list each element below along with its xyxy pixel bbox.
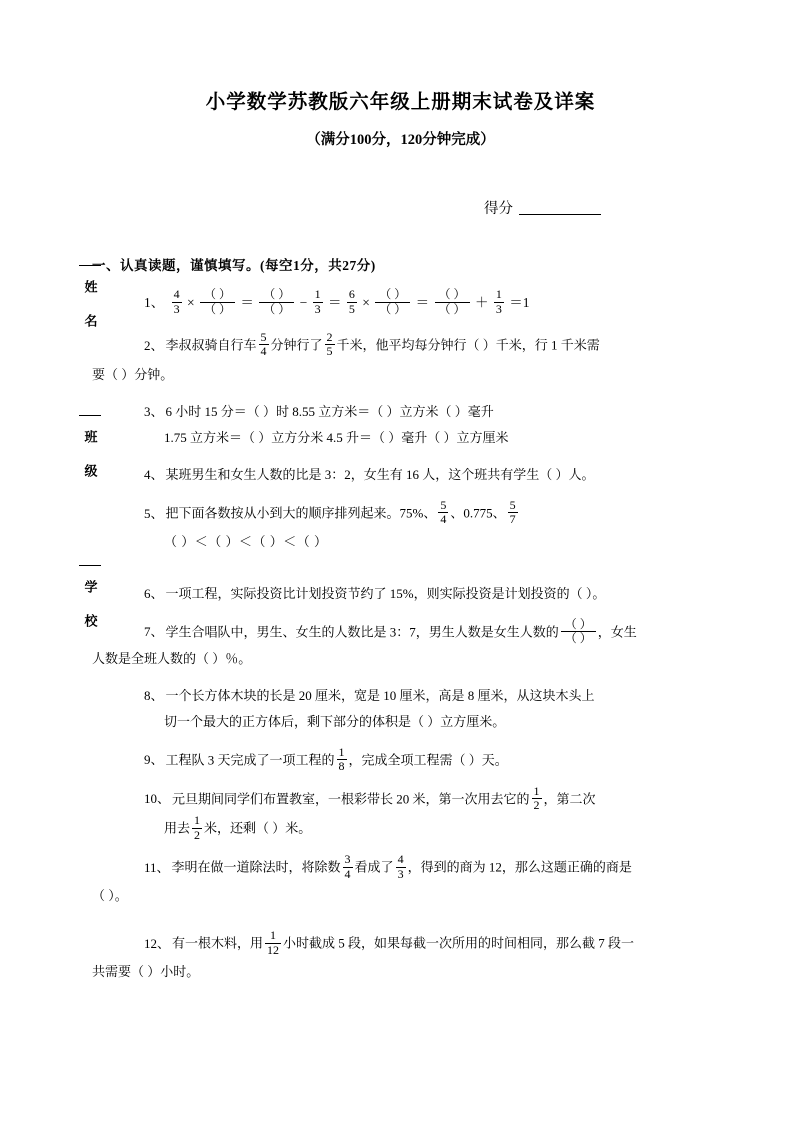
q12-frac: $\frac{1}{12}$ xyxy=(267,928,280,957)
side-line-2 xyxy=(79,415,101,416)
q10-frac-2: $\frac{1}{2}$ xyxy=(194,813,201,842)
question-9 xyxy=(118,746,683,774)
question-5 xyxy=(118,499,683,527)
q11-text-a: 李明在做一道除法时，将除数 xyxy=(171,859,341,875)
q7-text-b: ，女生 xyxy=(597,624,637,640)
q2-text-c: 千米，他平均每分钟行（ ）千米，行 1 千米需 xyxy=(336,337,600,353)
q1-frac-b: （ ） （ ） xyxy=(200,288,235,316)
question-12-line2: 共需要（ ）小时。 xyxy=(92,964,200,979)
question-3-number: 3、 xyxy=(144,403,164,419)
q1-frac-g: （ ） （ ） xyxy=(435,288,470,316)
q2-text-b: 分钟行了 xyxy=(270,337,323,353)
question-8-line2: 切一个最大的正方体后，剩下部分的体积是（ ）立方厘米。 xyxy=(164,713,506,729)
question-8-number: 8、 xyxy=(144,687,164,703)
q11-frac-1: $\frac{3}{4}$ xyxy=(344,852,351,881)
q2-frac-2: $\frac{2}{5}$ xyxy=(326,330,333,359)
side-label-school xyxy=(78,565,102,638)
q1-frac-f: （ ） （ ） xyxy=(375,288,410,316)
side-label-name xyxy=(78,265,102,338)
side-label-class-text: 班 级 xyxy=(82,430,98,480)
q10-text-b: ，第二次 xyxy=(543,791,596,807)
q7-text-a: 学生合唱队中，男生、女生的人数比是 3：7，男生人数是女生人数的 xyxy=(165,624,559,640)
q1-frac-e: $\frac{6}{5}$ xyxy=(348,287,355,316)
q3-line-1: 6 小时 15 分＝（ ）时 8.55 立方米＝（ ）立方米（ ）毫升 xyxy=(165,403,494,419)
side-label-column xyxy=(78,265,102,705)
q5-frac-1: $\frac{5}{4}$ xyxy=(440,497,447,527)
q7-frac: （ ） （ ） xyxy=(561,618,596,646)
q1-frac-d: $\frac{1}{3}$ xyxy=(314,287,321,316)
side-line-3 xyxy=(79,565,101,566)
q9-frac: $\frac{1}{8}$ xyxy=(338,744,345,774)
question-10 xyxy=(118,785,683,813)
q11-text-b: 看成了 xyxy=(354,859,394,875)
question-9-number: 9、 xyxy=(144,752,164,768)
question-4 xyxy=(118,462,683,488)
question-7 xyxy=(118,618,683,646)
side-label-class xyxy=(78,415,102,488)
question-10-line2 xyxy=(118,814,683,842)
q1-frac-a: $\frac{4}{3}$ xyxy=(173,287,180,316)
page-title: 小学数学苏教版六年级上册期末试卷及详案 xyxy=(205,92,596,113)
q12-text-a: 有一根木料，用 xyxy=(172,935,264,951)
question-1-number: 1、 xyxy=(144,295,165,310)
q1-frac-c: （ ） （ ） xyxy=(259,288,294,316)
question-10-number: 10、 xyxy=(144,791,171,807)
exam-content xyxy=(92,86,683,996)
q8-line-1: 一个长方体木块的长是 20 厘米，宽是 10 厘米，高是 8 厘米，从这块木头上 xyxy=(165,687,595,703)
q6-text: 一项工程，实际投资比计划投资节约了 15%，则实际投资是计划投资的（ ）。 xyxy=(165,585,606,601)
question-6 xyxy=(118,581,683,607)
q1-result: 1 xyxy=(522,295,530,310)
side-label-school-text: 学 校 xyxy=(82,580,98,630)
question-12 xyxy=(118,929,683,957)
question-3 xyxy=(118,399,683,425)
q1-frac-h: $\frac{1}{3}$ xyxy=(495,287,502,316)
question-7-line2: 人数是全班人数的（ ）％。 xyxy=(92,650,252,666)
question-11-number: 11、 xyxy=(144,859,170,875)
question-3-line2: 1.75 立方米＝（ ）立方分米 4.5 升＝（ ）毫升（ ）立方厘米 xyxy=(164,429,509,445)
q11-text-c: ，得到的商为 12，那么这题正确的商是 xyxy=(407,859,632,875)
score-blank xyxy=(519,200,601,215)
question-6-number: 6、 xyxy=(144,585,164,601)
question-5-answer-row: （ ）＜（ ）＜（ ）＜（ ） xyxy=(164,533,328,549)
section-1-heading: 一、认真读题，谨慎填写。(每空1分，共27分) xyxy=(92,258,376,273)
q10-frac-1: $\frac{1}{2}$ xyxy=(533,783,540,812)
page-subtitle: （满分100分，120分钟完成） xyxy=(306,132,495,148)
question-5-number: 5、 xyxy=(144,505,164,521)
question-2-number: 2、 xyxy=(144,337,164,353)
q5-mid: 、0.775、 xyxy=(450,505,506,521)
q5-frac-2: $\frac{5}{7}$ xyxy=(509,497,516,527)
q10-text-d: 米，还剩（ ）米。 xyxy=(204,821,312,837)
question-12-number: 12、 xyxy=(144,935,171,951)
side-label-name-text: 姓 名 xyxy=(82,280,98,330)
q11-frac-2: $\frac{4}{3}$ xyxy=(397,852,404,881)
q4-text: 某班男生和女生人数的比是 3：2，女生有 16 人，这个班共有学生（ ）人。 xyxy=(165,466,595,482)
question-2-line2: 要（ ）分钟。 xyxy=(92,366,174,382)
q10-text-c: 用去 xyxy=(164,821,191,837)
q12-text-b: 小时截成 5 段，如果每截一次所用的时间相同，那么截 7 段一 xyxy=(283,935,635,951)
q2-text-a: 李叔叔骑自行车 xyxy=(165,337,257,353)
q5-text: 把下面各数按从小到大的顺序排列起来。75%、 xyxy=(165,505,437,521)
question-7-number: 7、 xyxy=(144,624,164,640)
q9-text-a: 工程队 3 天完成了一项工程的 xyxy=(165,752,335,768)
score-label: 得分 xyxy=(484,201,513,217)
question-8 xyxy=(118,683,683,709)
question-11 xyxy=(118,853,683,881)
q10-text-a: 元旦期间同学们布置教室，一根彩带长 20 米，第一次用去它的 xyxy=(172,791,530,807)
question-11-line2: （ ）。 xyxy=(92,888,128,904)
question-2 xyxy=(118,331,683,359)
question-4-number: 4、 xyxy=(144,466,164,482)
q2-frac-1: $\frac{5}{4}$ xyxy=(260,330,267,359)
q9-text-b: ，完成全项工程需（ ）天。 xyxy=(348,752,508,768)
score-line xyxy=(118,197,683,218)
question-1: 1、 $\frac{4}{3}$ × （ ） （ ） ＝ （ ） （ ） − $\frac{1}{3}$ ＝ $\frac{6}{5}$ × （ ） （ ） ＝ （ ） （ ） ＋ $\frac{1}{3}$ ＝1 xyxy=(144,287,530,316)
